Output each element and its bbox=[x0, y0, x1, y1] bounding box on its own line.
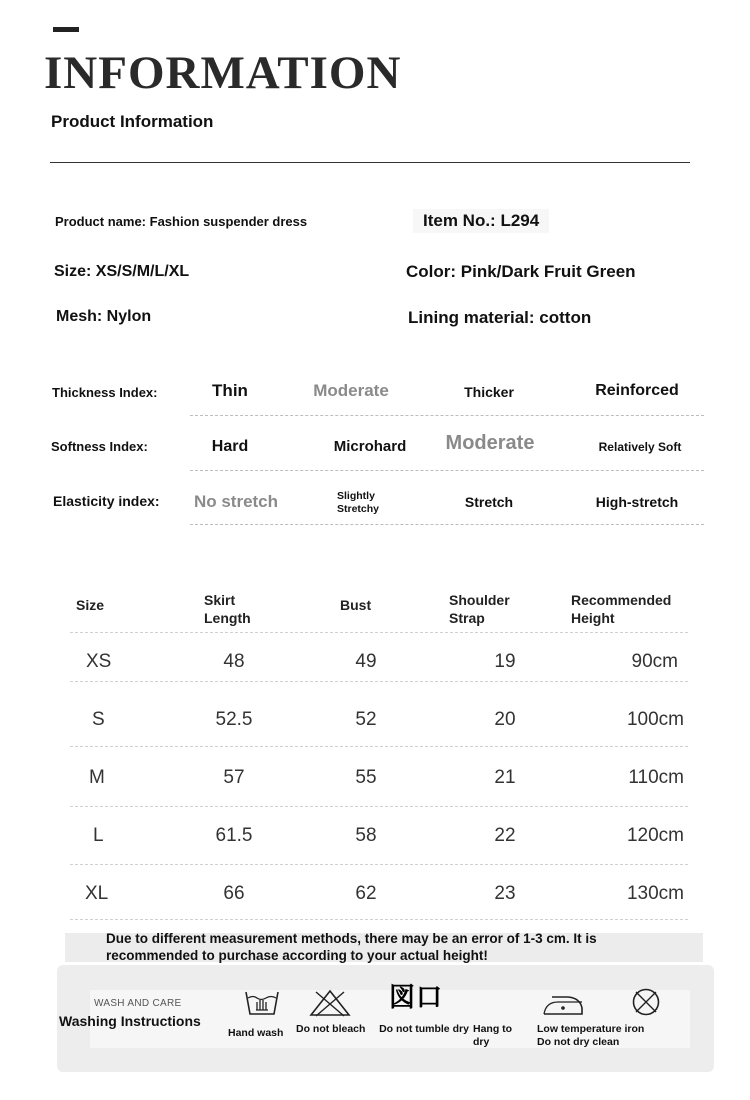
softness-divider bbox=[190, 470, 704, 471]
size-table-header-size: Size bbox=[76, 597, 105, 613]
thickness-option-reinforced: Reinforced bbox=[595, 382, 679, 399]
recommended-height-cell: 100cm bbox=[626, 709, 684, 730]
elasticity-option-slightly-stretchy: Slightly Stretchy bbox=[337, 490, 380, 515]
table-row-divider bbox=[70, 806, 688, 807]
thickness-option-moderate: Moderate bbox=[313, 381, 389, 400]
size-table-header-recommended-height: Recommended Height bbox=[571, 592, 672, 626]
hang-to-dry-label: Hang to dry bbox=[473, 1023, 513, 1048]
shoulder-strap-cell: 22 bbox=[494, 825, 516, 846]
bust-cell: 58 bbox=[355, 825, 377, 846]
thickness-option-thin: Thin bbox=[212, 381, 248, 400]
bust-cell: 52 bbox=[355, 709, 377, 730]
softness-option-hard: Hard bbox=[211, 438, 249, 455]
table-row-divider bbox=[70, 864, 688, 865]
recommended-height-cell: 120cm bbox=[626, 825, 684, 846]
no-tumble-dry-icon: 図口 bbox=[389, 982, 444, 1012]
size-cell: M bbox=[89, 767, 105, 788]
header-divider bbox=[50, 162, 690, 163]
hand-wash-label: Hand wash bbox=[228, 1027, 284, 1039]
elasticity-index-label: Elasticity index: bbox=[53, 493, 160, 509]
bust-cell: 49 bbox=[355, 651, 377, 672]
page-title: INFORMATION bbox=[44, 47, 402, 99]
size-cell: S bbox=[92, 709, 105, 730]
shoulder-strap-cell: 19 bbox=[494, 651, 516, 672]
recommended-height-cell: 130cm bbox=[626, 883, 684, 904]
size-table-header-bust: Bust bbox=[340, 597, 372, 613]
product-name: Product name: Fashion suspender dress bbox=[55, 214, 308, 229]
product-color: Color: Pink/Dark Fruit Green bbox=[406, 262, 636, 281]
skirt-length-cell: 48 bbox=[223, 651, 245, 672]
no-dry-clean-label: Do not dry clean bbox=[537, 1036, 620, 1048]
product-lining: Lining material: cotton bbox=[408, 308, 592, 327]
table-row-divider bbox=[70, 746, 688, 747]
washing-instructions-title: Washing Instructions bbox=[59, 1013, 201, 1029]
table-row-divider bbox=[70, 919, 688, 920]
skirt-length-cell: 57 bbox=[223, 767, 245, 788]
table-row-divider bbox=[70, 681, 688, 682]
size-table-header-skirt-length: Skirt Length bbox=[204, 592, 251, 626]
thickness-divider bbox=[190, 415, 704, 416]
softness-option-moderate: Moderate bbox=[445, 432, 535, 454]
hand-wash-icon bbox=[244, 988, 280, 1018]
softness-option-microhard: Microhard bbox=[333, 438, 407, 455]
no-bleach-label: Do not bleach bbox=[296, 1023, 366, 1035]
elasticity-divider bbox=[190, 524, 704, 525]
softness-index-label: Softness Index: bbox=[51, 439, 148, 454]
product-mesh: Mesh: Nylon bbox=[56, 308, 152, 325]
no-bleach-icon bbox=[308, 988, 352, 1018]
shoulder-strap-cell: 23 bbox=[494, 883, 516, 904]
skirt-length-cell: 66 bbox=[223, 883, 245, 904]
softness-option-relatively-soft: Relatively Soft bbox=[598, 440, 682, 454]
recommended-height-cell: 90cm bbox=[631, 651, 678, 672]
wash-and-care-label: WASH AND CARE bbox=[94, 998, 182, 1009]
size-cell: L bbox=[93, 825, 104, 846]
skirt-length-cell: 52.5 bbox=[215, 709, 253, 730]
thickness-option-thicker: Thicker bbox=[464, 384, 514, 400]
size-cell: XL bbox=[85, 883, 109, 904]
section-subtitle: Product Information bbox=[51, 112, 214, 131]
elasticity-option-no-stretch: No stretch bbox=[193, 492, 279, 511]
low-temperature-iron-label: Low temperature iron bbox=[537, 1023, 645, 1035]
title-dash bbox=[53, 27, 79, 32]
recommended-height-cell: 110cm bbox=[628, 767, 684, 788]
product-size: Size: XS/S/M/L/XL bbox=[54, 263, 190, 280]
size-table-header-divider bbox=[70, 632, 688, 633]
item-number: Item No.: L294 bbox=[413, 209, 549, 233]
size-table-header-shoulder-strap: Shoulder Strap bbox=[449, 592, 510, 626]
shoulder-strap-cell: 21 bbox=[494, 767, 516, 788]
size-cell: XS bbox=[86, 651, 112, 672]
skirt-length-cell: 61.5 bbox=[215, 825, 253, 846]
no-dry-clean-icon bbox=[631, 987, 661, 1017]
no-tumble-dry-label: Do not tumble dry bbox=[379, 1023, 469, 1035]
elasticity-option-stretch: Stretch bbox=[464, 494, 514, 510]
low-temperature-iron-icon bbox=[540, 990, 586, 1018]
bust-cell: 62 bbox=[355, 883, 377, 904]
bust-cell: 55 bbox=[355, 767, 377, 788]
measurement-notice: Due to different measurement methods, there may be an error of 1-3 cm. It is recommended to purchase according to your actual height! bbox=[106, 931, 597, 963]
elasticity-option-high-stretch: High-stretch bbox=[595, 494, 679, 510]
thickness-index-label: Thickness Index: bbox=[52, 385, 158, 400]
shoulder-strap-cell: 20 bbox=[494, 709, 516, 730]
